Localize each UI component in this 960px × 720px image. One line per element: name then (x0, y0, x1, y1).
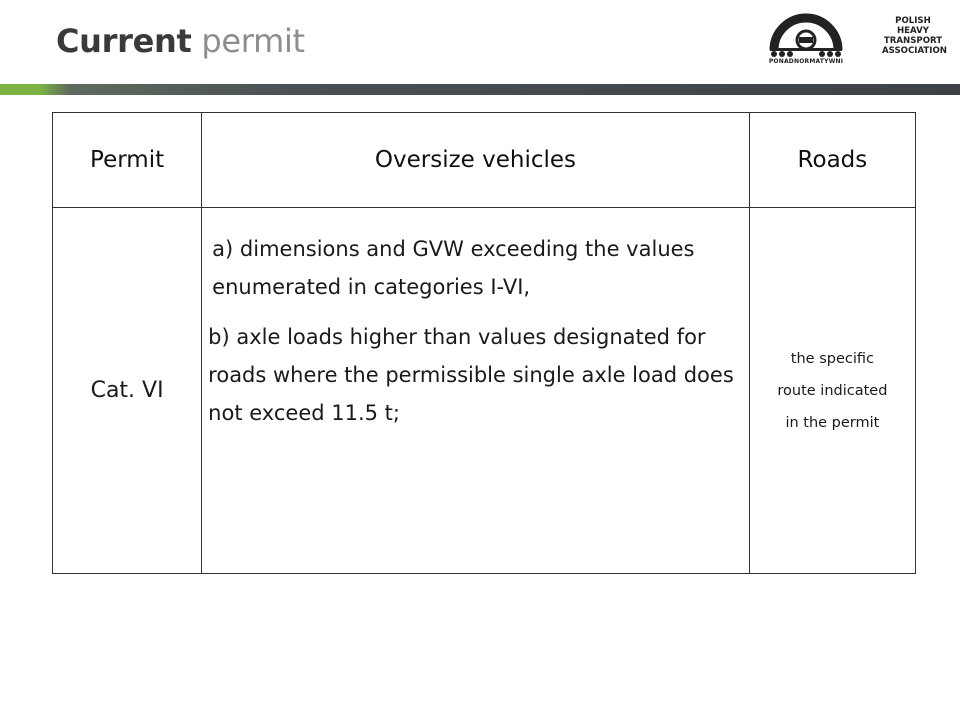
roads-cell (749, 208, 915, 574)
table-row (53, 208, 916, 574)
page-title (56, 22, 305, 60)
logo-word: ASSOCIATION (882, 46, 947, 56)
logo-word: TRANSPORT (883, 36, 943, 46)
permit-table (52, 112, 916, 574)
page-title-bold: Current (56, 22, 192, 60)
header-divider-band (0, 84, 960, 95)
association-logo (764, 10, 947, 72)
column-header-permit: Permit (53, 113, 202, 208)
column-header-oversize-vehicles: Oversize vehicles (202, 113, 750, 208)
roads-line: in the permit (785, 414, 880, 431)
roads-line: route indicated (777, 382, 888, 399)
logo-word: POLISH (895, 16, 931, 26)
permit-category-cell: Cat. VI (53, 208, 202, 574)
column-header-roads: Roads (749, 113, 915, 208)
condition-b: b) axle loads higher than values designated for roads where the permissible single axle load does not exceed 11.5 t; (208, 325, 734, 425)
logo-caption: PONADNORMATYWNI (768, 58, 844, 65)
page-title-light: permit (191, 22, 305, 60)
oversize-vehicles-cell (202, 208, 750, 574)
logo-wordmark (882, 16, 947, 56)
condition-a: a) dimensions and GVW exceeding the values enumerated in categories I-VI, (212, 237, 695, 299)
roads-line: the specific (790, 350, 874, 367)
table-header-row (53, 113, 916, 208)
logo-word: HEAVY (896, 26, 929, 36)
truck-arc-logo-icon (766, 10, 846, 60)
